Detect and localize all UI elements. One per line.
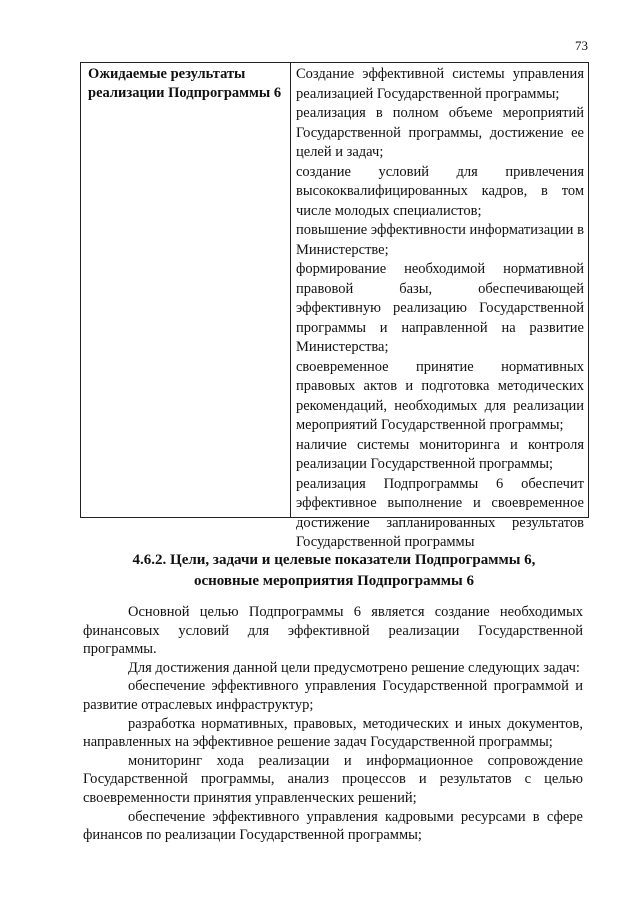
body-paragraph: обеспечение эффективного управления кадровыми ресурсами в сфере финансов по реализации Государственной программы; [83,808,583,844]
body-paragraph: Для достижения данной цели предусмотрено решение следующих задач: [128,659,580,676]
body-paragraph: разработка нормативных, правовых, методических и иных документов, направленных на эффективное решение задач Государственной программы; [83,715,583,751]
result-item: повышение эффективности информатизации в Министерстве; [296,222,584,258]
result-item: Создание эффективной системы управления реализацией Государственной программы; [296,66,584,102]
result-item: формирование необходимой нормативной правовой базы, обеспечивающей эффективную реализацию Государственной программы и направленной на развитие Министерства; [296,261,584,355]
result-item: наличие системы мониторинга и контроля реализации Государственной программы; [296,436,584,472]
body-paragraph: Основной целью Подпрограммы 6 является создание необходимых финансовых условий для эффективной реализации Государственной программы. [83,604,583,658]
table-results-cell [291,63,588,550]
section-heading [100,550,568,592]
result-item: создание условий для привлечения высококвалифицированных кадров, в том числе молодых специалистов; [296,163,584,219]
result-item: реализация Подпрограммы 6 обеспечит эффективное выполнение и своевременное достижение запланированных результатов Государственной программы [296,475,584,550]
body-paragraph: мониторинг хода реализации и информационное сопровождение Государственной программы, анализ процессов и результатов с целью своевременности принятия управленческих решений; [83,752,583,806]
page-number: 73 [575,38,588,53]
section-heading-line: 4.6.2. Цели, задачи и целевые показатели Подпрограммы 6, [132,552,536,568]
table-label-cell: Ожидаемые результаты реализации Подпрограммы 6 [81,63,291,517]
section-heading-line: основные мероприятия Подпрограммы 6 [194,573,474,589]
expected-results-table [80,62,589,550]
result-item: реализация в полном объеме мероприятий Государственной программы, достижение ее целей и задач; [296,105,584,160]
result-item: своевременное принятие нормативных правовых актов и подготовка методических рекомендаций, необходимых для реализации мероприятий Государственной программы; [296,358,584,433]
section-body [83,603,583,845]
body-paragraph: обеспечение эффективного управления Государственной программой и развитие отраслевых инфраструктур; [83,678,583,713]
